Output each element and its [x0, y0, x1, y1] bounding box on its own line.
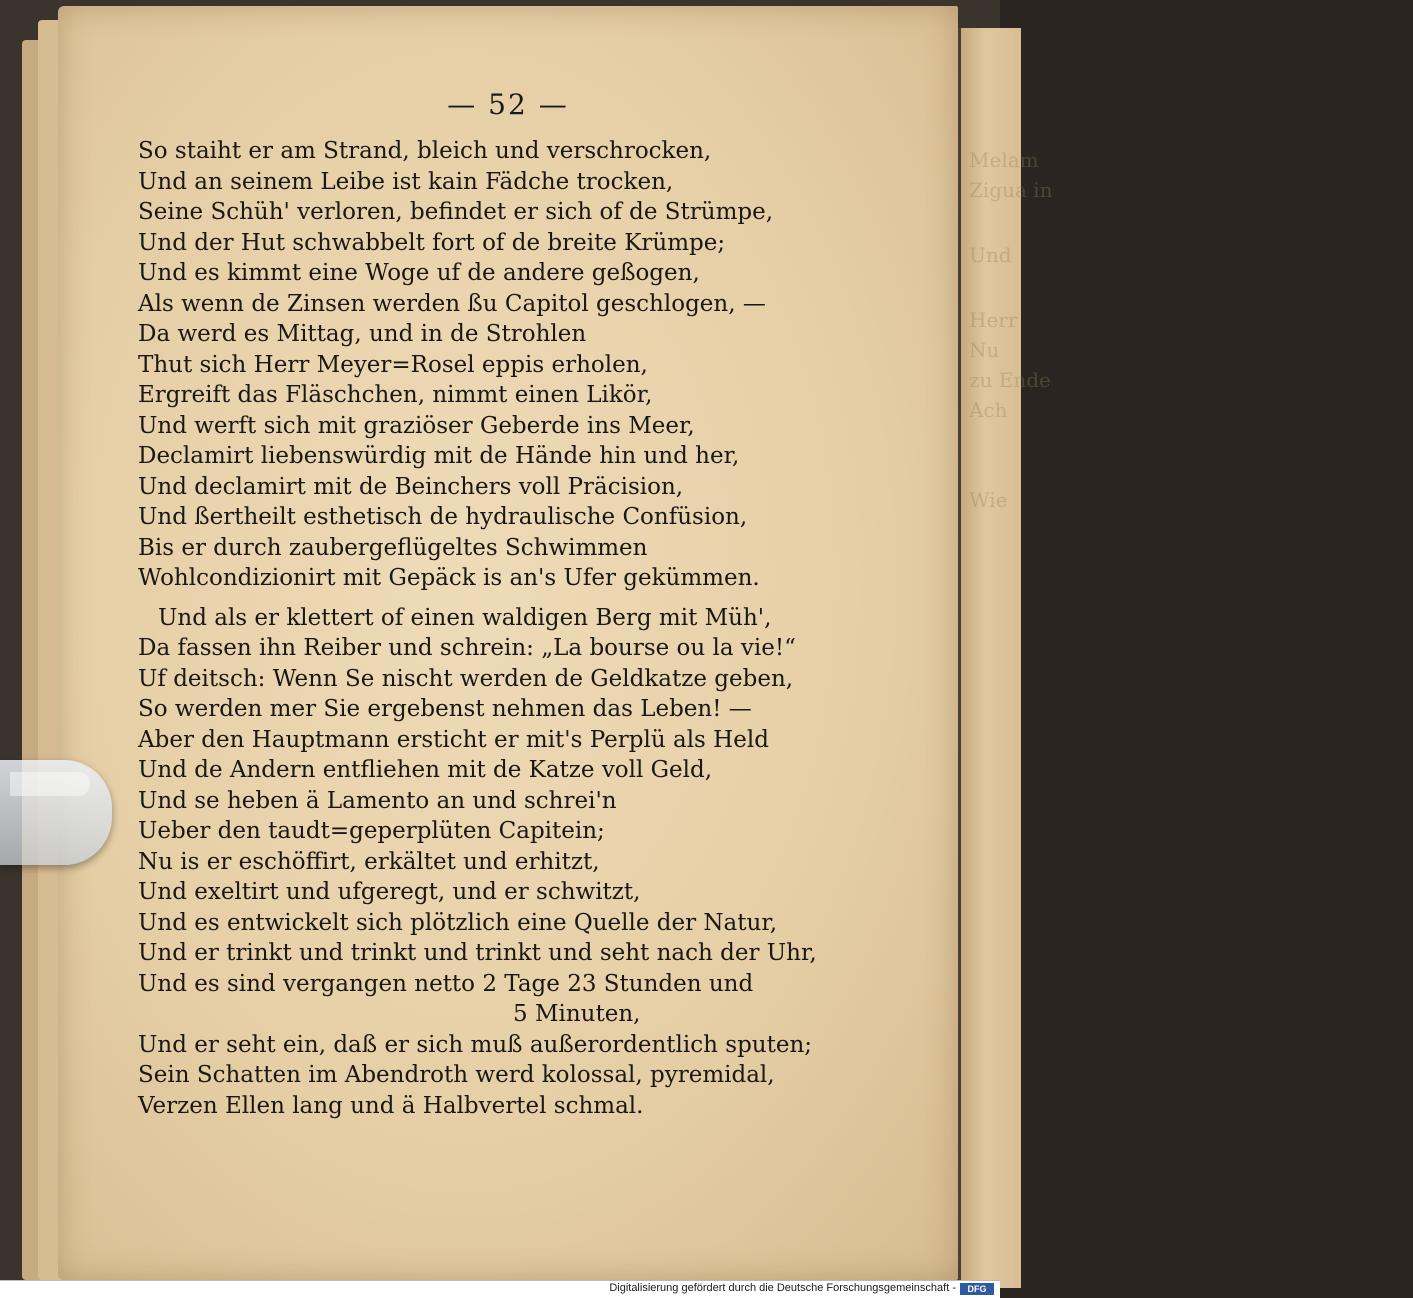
credit-bar	[0, 1280, 1000, 1298]
bleed-through-text: Und	[969, 243, 1012, 267]
verse-line: Nu is er eschöffirt, erkältet und erhitzt,	[138, 848, 600, 875]
verse-line: Und als er klettert of einen waldigen Berg mit Müh',	[158, 604, 772, 631]
verse-line: Und exeltirt und ufgeregt, und er schwitzt,	[138, 879, 641, 905]
dfg-logo-icon: DFG	[960, 1283, 994, 1295]
verse-line: Und declamirt mit de Beinchers voll Präcision,	[138, 473, 684, 500]
bleed-through-text: Zigua in	[969, 178, 1053, 202]
verse-line: Und der Hut schwabbelt fort of de breite Krümpe;	[138, 229, 726, 256]
verse-line: Und es sind vergangen netto 2 Tage 23 Stunden und	[138, 970, 754, 997]
bleed-through-text: Melam	[969, 148, 1039, 172]
verse-line: Uf deitsch: Wenn Se nischt werden de Geldkatze geben,	[138, 665, 794, 692]
bleed-through-text: zu Ende	[969, 368, 1051, 392]
book-page	[58, 6, 958, 1280]
verse-line: Und de Andern entfliehen mit de Katze voll Geld,	[138, 757, 713, 783]
page-number: — 52 —	[447, 88, 569, 121]
verse-line: Thut sich Herr Meyer=Rosel eppis erholen,	[138, 351, 648, 378]
verse-line: Und an seinem Leibe ist kain Fädche trocken,	[138, 168, 674, 195]
verse-line: Wohlcondizionirt mit Gepäck is an's Ufer gekümmen.	[138, 565, 760, 591]
verse-line: Und er seht ein, daß er sich muß außerordentlich sputen;	[138, 1031, 813, 1058]
verse-line: Und se heben ä Lamento an und schrei'n	[138, 787, 617, 814]
bleed-through-text: Ach	[969, 398, 1008, 422]
verse-line: Sein Schatten im Abendroth werd kolossal, pyremidal,	[138, 1062, 775, 1088]
verse-line: Als wenn de Zinsen werden ßu Capitol geschlogen, —	[138, 290, 766, 317]
verse-line: Und es entwickelt sich plötzlich eine Quelle der Natur,	[138, 909, 778, 936]
page-clip	[0, 760, 112, 865]
verse-line: So werden mer Sie ergebenst nehmen das Leben! —	[138, 696, 752, 722]
verse-line: Aber den Hauptmann ersticht er mit's Perplü als Held	[138, 726, 769, 753]
verse-line: Ergreift das Fläschchen, nimmt einen Likör,	[138, 382, 653, 408]
verse-line: Declamirt liebenswürdig mit de Hände hin und her,	[138, 443, 740, 469]
verse-line: Ueber den taudt=geperplüten Capitein;	[138, 818, 605, 844]
bleed-through-text: Herr	[969, 308, 1018, 332]
funding-credit: Digitalisierung gefördert durch die Deutsche Forschungsgemeinschaft -	[609, 1282, 956, 1294]
verse-line: Und es kimmt eine Woge uf de andere geßogen,	[138, 260, 700, 286]
verse-line: Seine Schüh' verloren, befindet er sich of de Strümpe,	[138, 199, 774, 225]
verse-line: Und er trinkt und trinkt und trinkt und seht nach der Uhr,	[138, 940, 817, 966]
verse-line: Und werft sich mit graziöser Geberde ins Meer,	[138, 412, 695, 439]
verse-line: So staiht er am Strand, bleich und verschrocken,	[138, 138, 712, 164]
verse-line: Da fassen ihn Reiber und schrein: „La bourse ou la vie!“	[138, 635, 796, 661]
poem-body	[58, 136, 958, 1121]
bleed-through-text: Nu	[969, 338, 1000, 362]
verse-line: Und ßertheilt esthetisch de hydraulische Confüsion,	[138, 504, 748, 530]
bleed-through-text: Wie	[969, 488, 1008, 512]
verse-line: Verzen Ellen lang und ä Halbvertel schmal.	[138, 1092, 644, 1119]
verse-line: Da werd es Mittag, und in de Strohlen	[138, 321, 587, 347]
verse-line: Bis er durch zaubergeflügeltes Schwimmen	[138, 534, 648, 561]
verse-line-continuation: 5 Minuten,	[513, 1001, 641, 1027]
